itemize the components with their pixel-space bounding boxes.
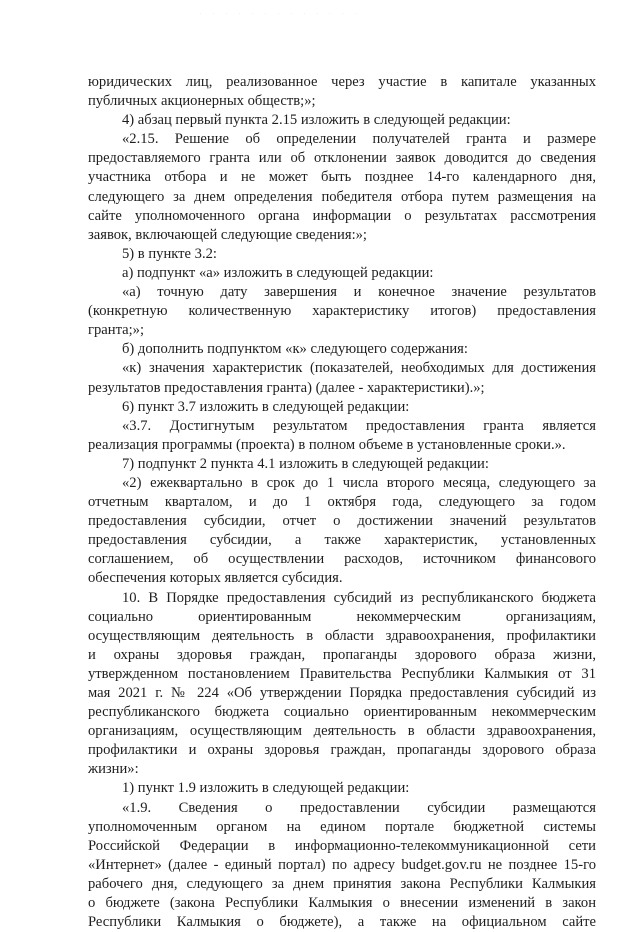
text-line: профилактики и охраны здоровья граждан, пропаганды здорового образа [88, 742, 596, 759]
text-line: жизни»: [88, 761, 139, 778]
text-line: уполномоченным органом на едином портале бюджетной системы [88, 818, 596, 835]
text-line: б) дополнить подпунктом «к» следующего содержания: [122, 341, 468, 358]
text-line: заявок, включающей следующие сведения:»; [88, 226, 367, 243]
text-line: «3.7. Достигнутым результатом предоставления гранта является [122, 417, 596, 434]
text-line: и охраны здоровья граждан, пропаганды здорового образа жизни, [88, 646, 596, 663]
text-line: 4) абзац первый пункта 2.15 изложить в следующей редакции: [122, 112, 511, 129]
text-line: 5) в пункте 3.2: [122, 245, 217, 262]
text-line: 10. В Порядке предоставления субсидий из республиканского бюджета [122, 589, 596, 606]
text-line: предоставления субсидии, отчет о достижении значений результатов [88, 513, 596, 530]
text-line: «2.15. Решение об определении получателей гранта и размере [122, 131, 596, 148]
text-line: результатов предоставления гранта) (далее - характеристики).»; [88, 379, 485, 396]
text-line: предоставления субсидии, а также характеристик, установленных [88, 532, 596, 549]
text-line: гранта;»; [88, 322, 145, 339]
text-line: «Интернет» (далее - единый портал) по адресу budget.gov.ru не позднее 15-го [88, 856, 596, 873]
text-line: сайте уполномоченного органа информации о результатах рассмотрения [88, 207, 596, 224]
text-line: 6) пункт 3.7 изложить в следующей редакции: [122, 398, 410, 415]
text-line: республиканского бюджета социально ориентированным некоммерческим [88, 704, 596, 721]
text-line: а) подпункт «а» изложить в следующей редакции: [122, 264, 434, 281]
text-line: 7) подпункт 2 пункта 4.1 изложить в следующей редакции: [122, 455, 489, 472]
text-line: рабочего дня, следующего за днем принятия закона Республики Калмыкия [88, 875, 596, 892]
text-line: о бюджете (закона Республики Калмыкия о внесении изменений в закон [88, 895, 596, 912]
text-line: юридических лиц, реализованное через участие в капитале указанных [88, 74, 596, 90]
text-line: мая 2021 г. № 224 «Об утверждении Порядка предоставления субсидий из [88, 685, 596, 701]
text-line: соглашением, об осуществлении расходов, источником финансового [88, 551, 596, 568]
document-body [88, 73, 596, 932]
text-line: следующего за днем определения победителя отбора путем размещения на [88, 188, 596, 205]
text-line: «к) значения характеристик (показателей, необходимых для достижения [122, 360, 596, 377]
text-line: Российской Федерации в информационно-телекоммуникационной сети [88, 837, 596, 854]
text-line: «2) ежеквартально в срок до 1 числа второго месяца, следующего за [122, 474, 596, 491]
text-line: «1.9. Сведения о предоставлении субсидии размещаются [122, 799, 596, 816]
text-line: «а) точную дату завершения и конечное значение результатов [122, 284, 596, 301]
text-line: организациям, осуществляющим деятельность в области здравоохранения, [88, 723, 596, 740]
text-line: утвержденном постановлением Правительства Республики Калмыкия от 31 [88, 665, 596, 682]
text-line: 1) пункт 1.9 изложить в следующей редакции: [122, 780, 410, 797]
text-line: обеспечения которых является субсидия. [88, 570, 343, 587]
text-line: публичных акционерных обществ;»; [88, 93, 316, 110]
text-line: осуществляющим деятельность в области здравоохранения, профилактики [88, 627, 596, 644]
text-line: Республики Калмыкия о бюджете), а также на официальном сайте [88, 914, 596, 931]
text-line: (конкретную количественную характеристику итогов) предоставления [88, 303, 596, 320]
text-line: участника отбора и не может быть позднее 14-го календарного дня, [88, 169, 596, 186]
text-line: предоставляемого гранта или об отклонении заявок доводится до сведения [88, 150, 596, 167]
text-line: отчетным кварталом, и до 1 октября года, следующего за годом [88, 494, 596, 511]
scan-header-marks: · · · · · · · · · · · · · [200, 12, 362, 17]
text-line: социально ориентированным некоммерческим организациям, [88, 608, 596, 625]
text-line: реализация программы (проекта) в полном объеме в установленные сроки.». [88, 436, 566, 453]
